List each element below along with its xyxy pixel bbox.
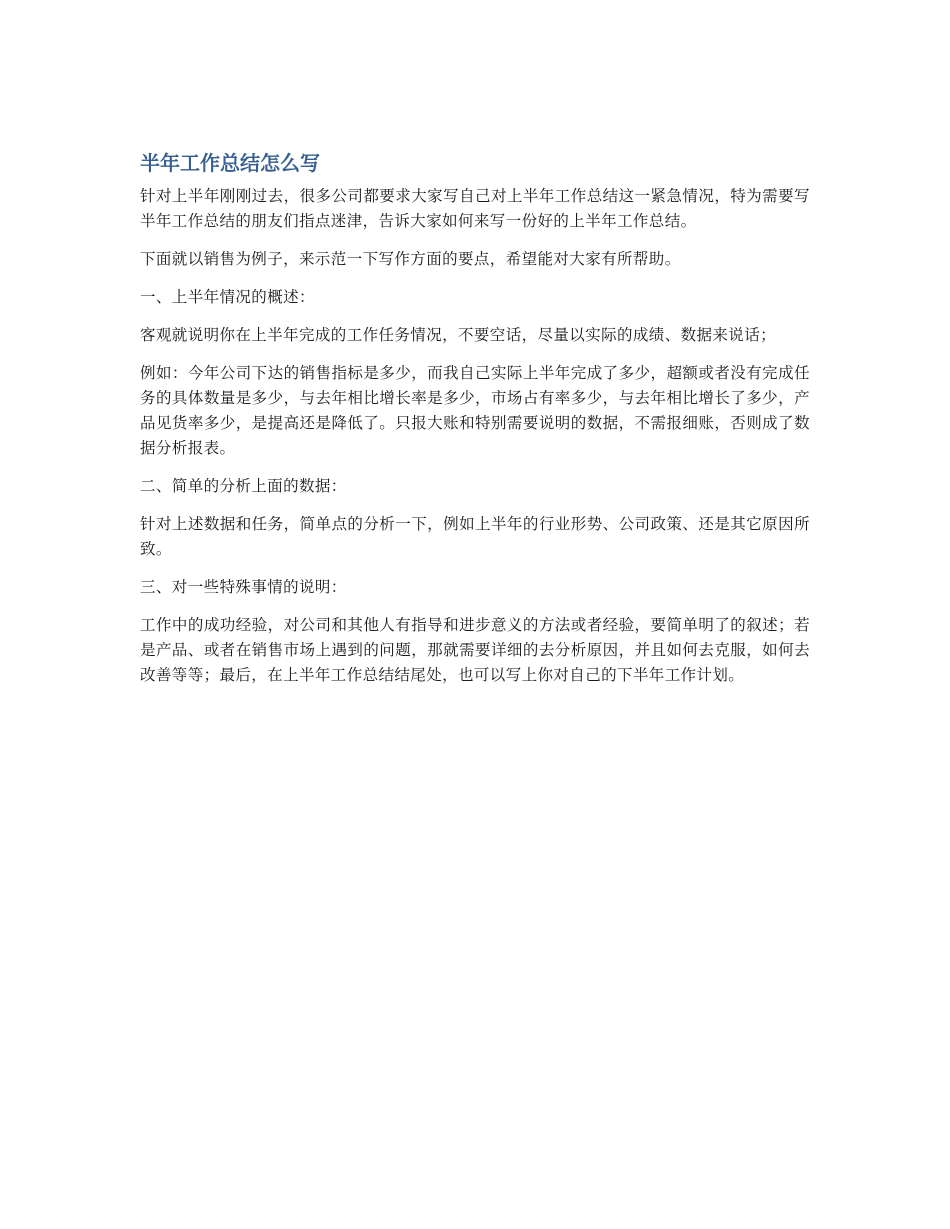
paragraph-analysis: 针对上述数据和任务，简单点的分析一下，例如上半年的行业形势、公司政策、还是其它原因所致。 (140, 515, 810, 558)
paragraph-overview-example: 例如：今年公司下达的销售指标是多少，而我自己实际上半年完成了多少，超额或者没有完成任务的具体数量是多少，与去年相比增长率是多少，市场占有率多少，与去年相比增长了多少，产品见货率多少，是提高还是降低了。只报大账和特别需要说明的数据，不需报细账，否则成了数据分析报表。 (140, 364, 810, 457)
document-title: 半年工作总结怎么写 (140, 151, 320, 175)
section-heading-special: 三、对一些特殊事情的说明： (140, 578, 347, 596)
section-heading-overview: 一、上半年情况的概述： (140, 288, 315, 306)
document-body (140, 148, 810, 701)
paragraph-special: 工作中的成功经验，对公司和其他人有指导和进步意义的方法或者经验，要简单明了的叙述；若是产品、或者在销售市场上遇到的问题，那就需要详细的去分析原因，并且如何去克服，如何去改善等等；最后，在上半年工作总结结尾处，也可以写上你对自己的下半年工作计划。 (140, 616, 810, 684)
paragraph-intro: 针对上半年刚刚过去，很多公司都要求大家写自己对上半年工作总结这一紧急情况，特为需要写半年工作总结的朋友们指点迷津，告诉大家如何来写一份好的上半年工作总结。 (140, 187, 810, 230)
paragraph-overview: 客观就说明你在上半年完成的工作任务情况，不要空话，尽量以实际的成绩、数据来说话； (140, 326, 777, 344)
section-heading-analysis: 二、简单的分析上面的数据： (140, 477, 347, 495)
paragraph-example-intro: 下面就以销售为例子，来示范一下写作方面的要点，希望能对大家有所帮助。 (140, 250, 681, 268)
